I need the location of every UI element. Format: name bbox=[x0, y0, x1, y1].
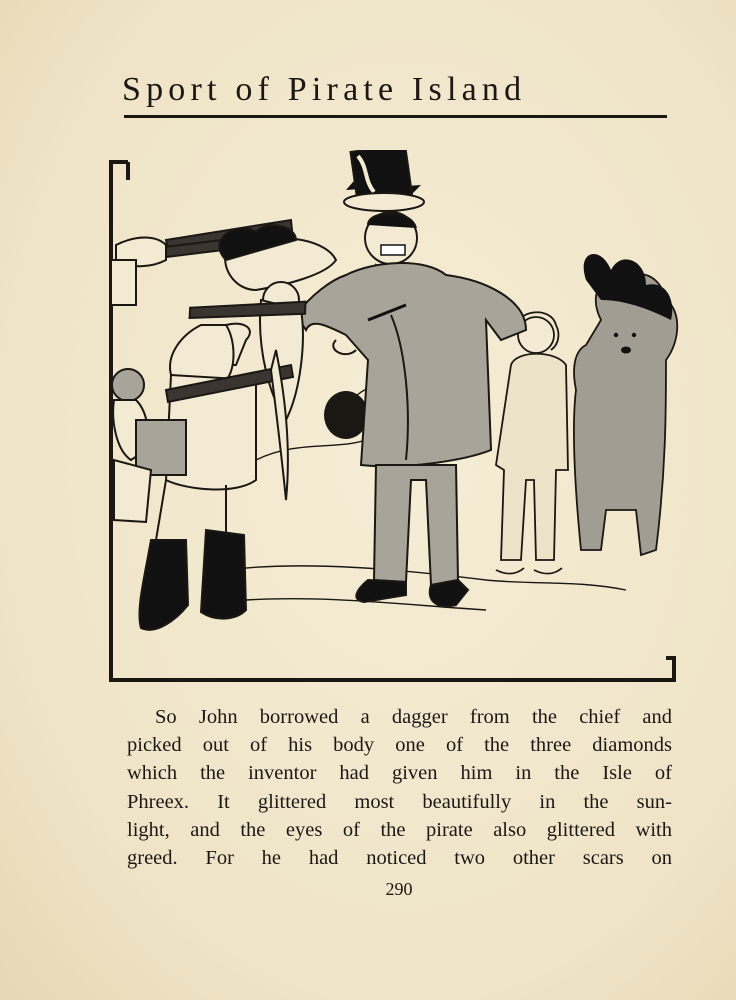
text-line: greed. For he had noticed two other scars on bbox=[127, 847, 672, 870]
text-line: picked out of his body one of the three diamonds bbox=[127, 734, 672, 757]
bear-figure bbox=[574, 254, 677, 555]
illustration bbox=[106, 150, 680, 686]
dark-bush bbox=[324, 391, 368, 439]
top-hat-man-figure bbox=[296, 150, 526, 606]
text-line: which the inventor had given him in the Isle of bbox=[127, 762, 672, 785]
page-number: 290 bbox=[385, 879, 413, 899]
running-head: Sport of Pirate Island bbox=[122, 71, 527, 108]
header-rule bbox=[124, 115, 667, 118]
text-line: So John borrowed a dagger from the chief and bbox=[155, 706, 672, 728]
body-text bbox=[127, 703, 672, 872]
child-figure bbox=[496, 312, 568, 573]
text-line: Phreex. It glittered most beautifully in the sun- bbox=[127, 790, 672, 813]
text-line: light, and the eyes of the pirate also glittered with bbox=[127, 818, 672, 841]
illustration-drawing bbox=[106, 150, 680, 686]
